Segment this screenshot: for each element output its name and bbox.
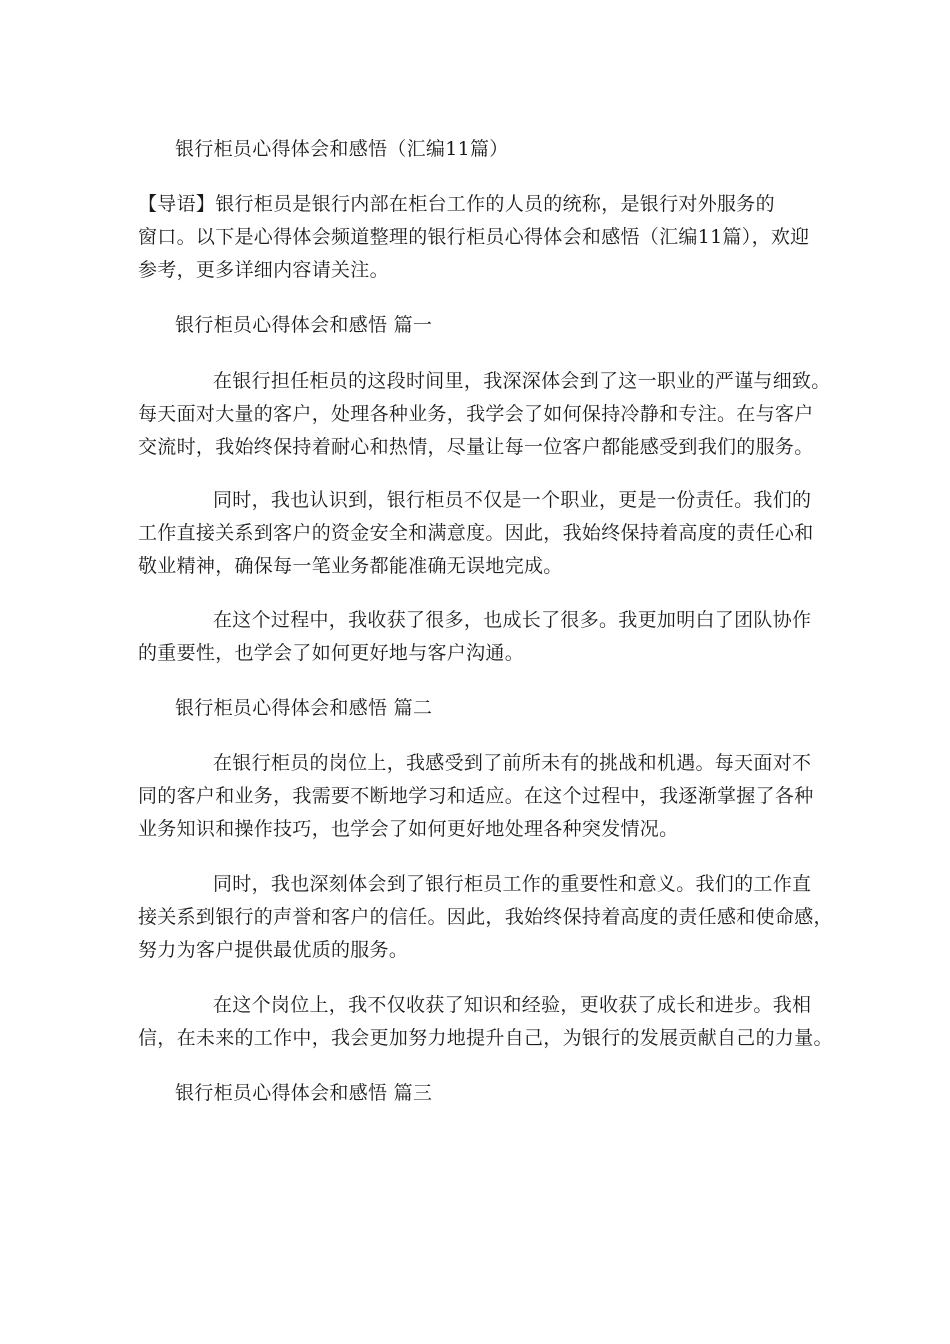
- document-title: 银行柜员心得体会和感悟（汇编11篇）: [175, 138, 509, 160]
- paragraph-line: 交流时，我始终保持着耐心和热情，尽量让每一位客户都能感受到我们的服务。: [138, 436, 814, 458]
- intro-line: 窗口。以下是心得体会频道整理的银行柜员心得体会和感悟（汇编11篇），欢迎: [138, 226, 810, 248]
- section-heading: 银行柜员心得体会和感悟 篇二: [175, 697, 433, 719]
- paragraph-line: 同时，我也深刻体会到了银行柜员工作的重要性和意义。我们的工作直: [213, 873, 812, 895]
- paragraph-line: 在这个岗位上，我不仅收获了知识和经验，更收获了成长和进步。我相: [213, 994, 812, 1016]
- paragraph-line: 在银行担任柜员的这段时间里，我深深体会到了这一职业的严谨与细致。: [213, 370, 831, 392]
- paragraph-line: 每天面对大量的客户，处理各种业务，我学会了如何保持冷静和专注。在与客户: [138, 403, 814, 425]
- intro-line: 参考，更多详细内容请关注。: [138, 259, 389, 281]
- paragraph-line: 接关系到银行的声誉和客户的信任。因此，我始终保持着高度的责任感和使命感，: [138, 906, 833, 928]
- paragraph-line: 在银行柜员的岗位上，我感受到了前所未有的挑战和机遇。每天面对不: [213, 752, 812, 774]
- intro-line: 【导语】银行柜员是银行内部在柜台工作的人员的统称，是银行对外服务的: [138, 193, 775, 215]
- section-heading: 银行柜员心得体会和感悟 篇三: [175, 1082, 433, 1104]
- paragraph-line: 在这个过程中，我收获了很多，也成长了很多。我更加明白了团队协作: [213, 609, 812, 631]
- paragraph-line: 业务知识和操作技巧，也学会了如何更好地处理各种突发情况。: [138, 818, 679, 840]
- paragraph-line: 同的客户和业务，我需要不断地学习和适应。在这个过程中，我逐渐掌握了各种: [138, 785, 814, 807]
- paragraph-line: 努力为客户提供最优质的服务。: [138, 939, 409, 961]
- paragraph-line: 的重要性，也学会了如何更好地与客户沟通。: [138, 642, 525, 664]
- section-heading: 银行柜员心得体会和感悟 篇一: [175, 314, 433, 336]
- paragraph-line: 敬业精神，确保每一笔业务都能准确无误地完成。: [138, 555, 563, 577]
- paragraph-line: 同时，我也认识到，银行柜员不仅是一个职业，更是一份责任。我们的: [213, 489, 812, 511]
- paragraph-line: 工作直接关系到客户的资金安全和满意度。因此，我始终保持着高度的责任心和: [138, 522, 814, 544]
- paragraph-line: 信，在未来的工作中，我会更加努力地提升自己，为银行的发展贡献自己的力量。: [138, 1027, 833, 1049]
